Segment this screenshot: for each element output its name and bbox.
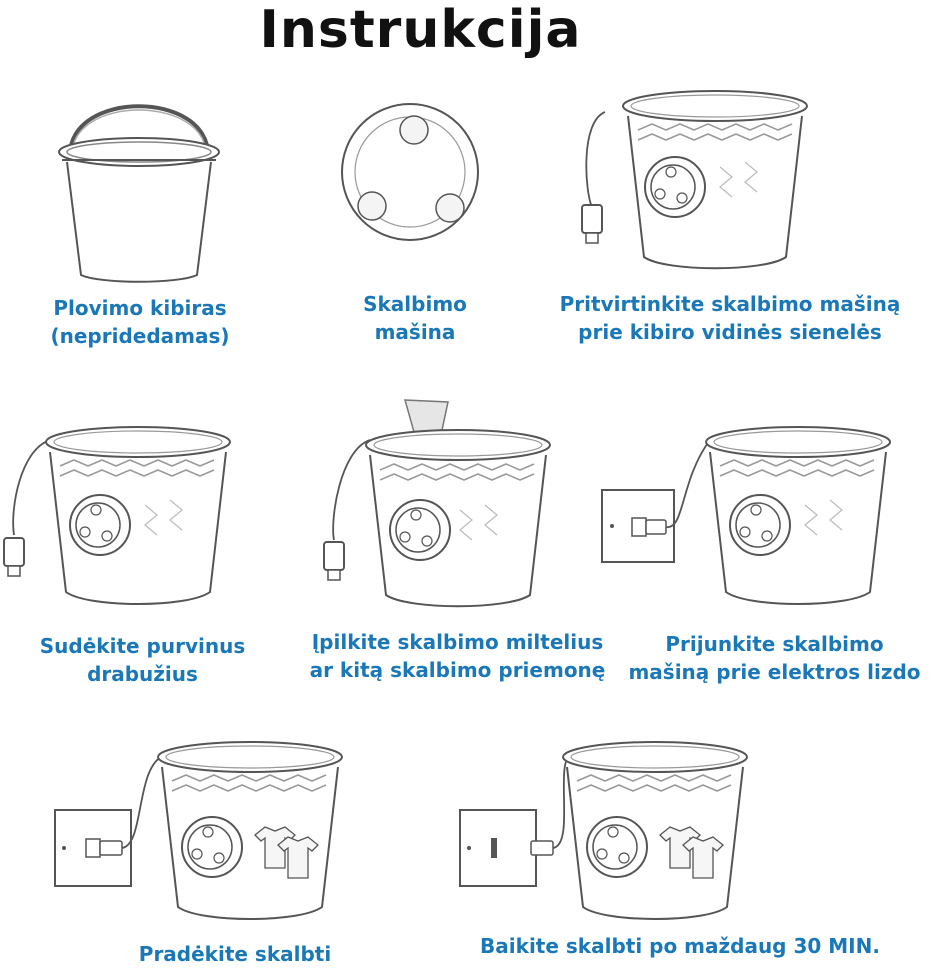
page-title: Instrukcija [259,0,582,60]
add-detergent-illustration [310,390,570,620]
caption-step-6-line-2: mašiną prie elektros lizdo [628,660,921,684]
caption-step-8 [460,932,900,960]
caption-step-1 [10,294,270,350]
plain-bucket-illustration [50,70,230,290]
caption-step-3-line-2: prie kibiro vidinės sienelės [578,320,882,344]
finish-washing-illustration [455,735,765,935]
attach-device-illustration [570,82,810,282]
caption-step-4-line-2: drabužius [87,662,198,686]
caption-step-4-line-1: Sudėkite purvinus [39,634,246,658]
add-clothes-illustration [0,420,240,620]
plug-in-illustration [600,420,900,620]
caption-step-2 [300,290,530,346]
caption-step-5-line-2: ar kitą skalbimo priemonę [309,658,606,682]
caption-step-6-line-1: Prijunkite skalbimo [665,632,884,656]
caption-step-3 [545,290,915,346]
caption-step-5 [290,628,625,684]
caption-step-1-line-2: (nepridedamas) [50,324,230,348]
caption-step-5-line-1: Įpilkite skalbimo miltelius [311,630,604,654]
caption-step-6 [622,630,927,686]
caption-step-8-line-1: Baikite skalbti po maždaug 30 MIN. [480,934,880,958]
start-washing-illustration [50,735,360,935]
washing-device-illustration [340,100,480,250]
caption-step-3-line-1: Pritvirtinkite skalbimo mašiną [559,292,901,316]
caption-step-7 [110,940,360,968]
caption-step-1-line-1: Plovimo kibiras [53,296,227,320]
caption-step-2-line-2: mašina [374,320,456,344]
caption-step-2-line-1: Skalbimo [363,292,467,316]
caption-step-7-line-1: Pradėkite skalbti [138,942,332,966]
caption-step-4 [10,632,275,688]
